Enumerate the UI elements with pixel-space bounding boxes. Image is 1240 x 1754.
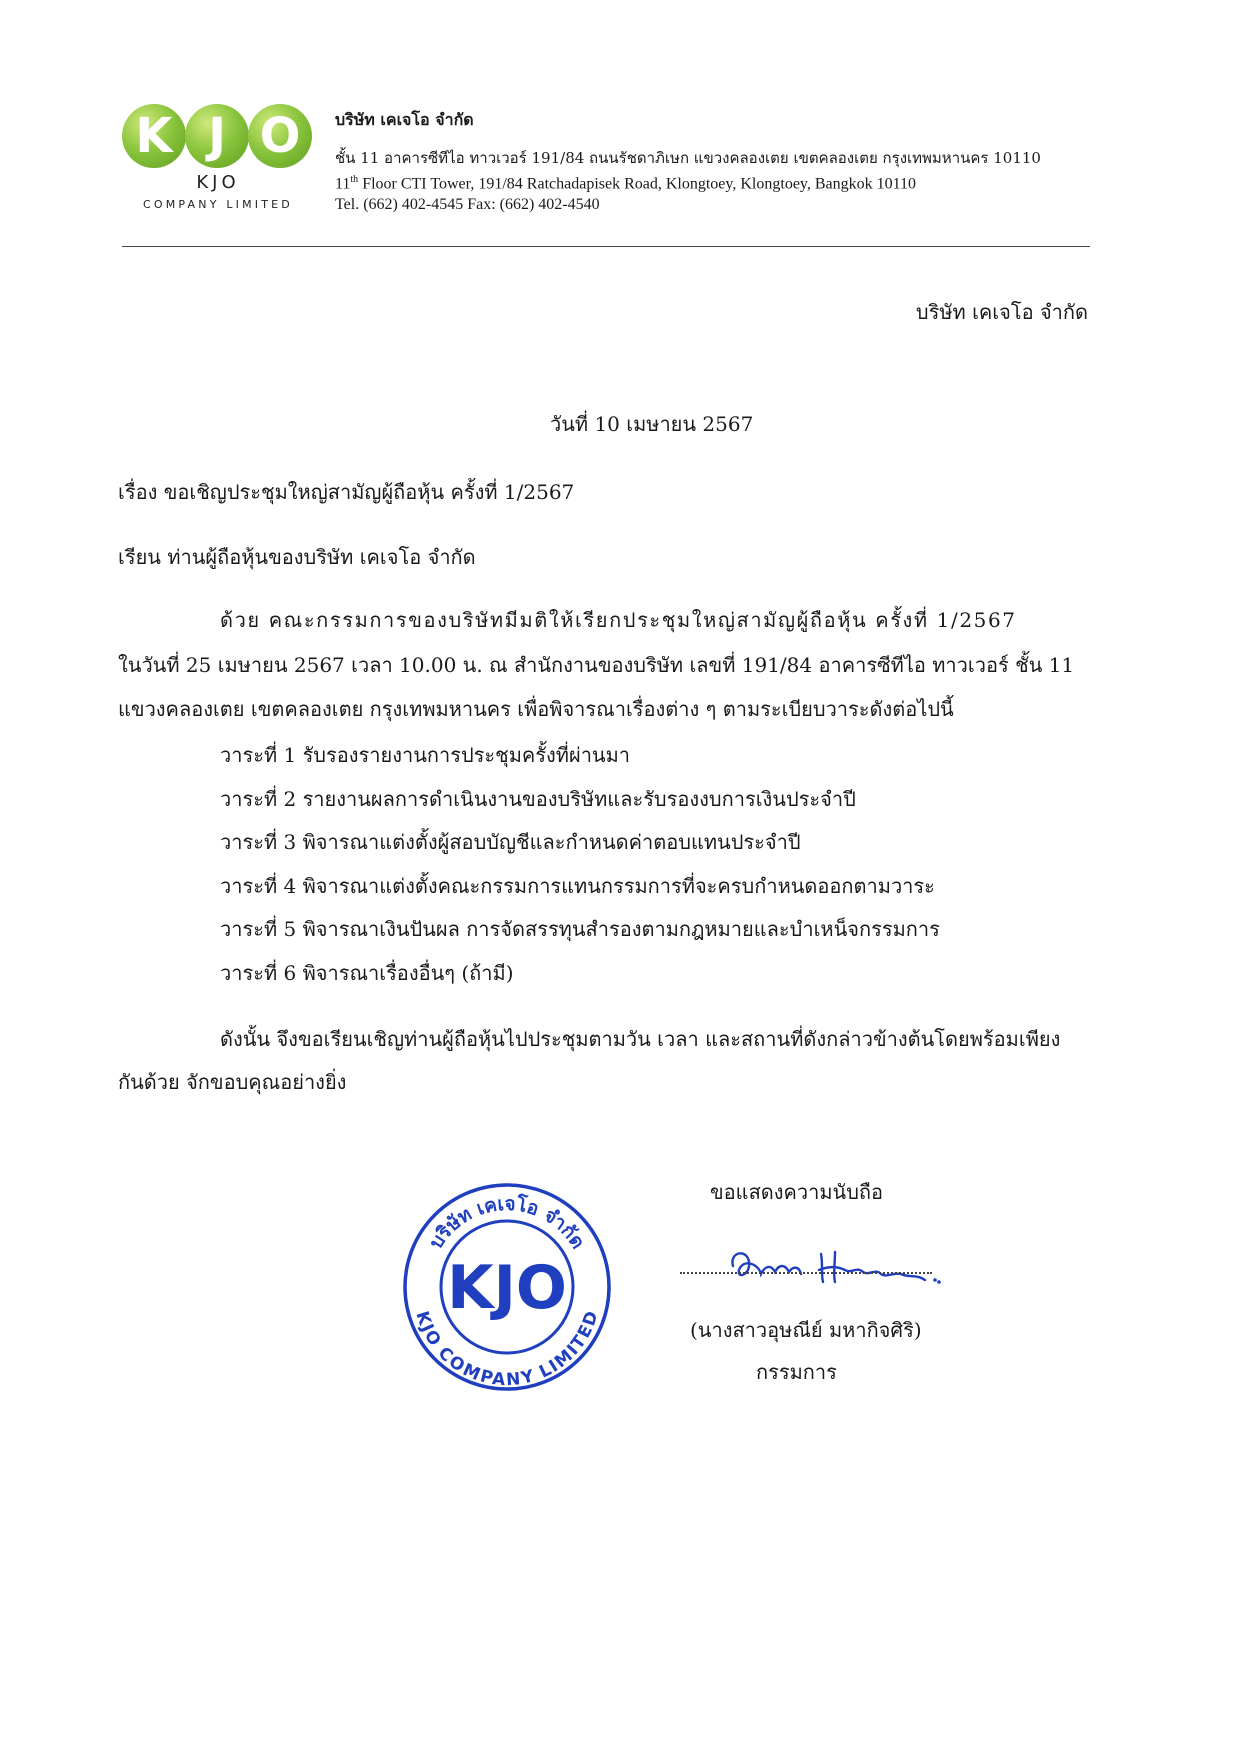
stamp-top-arc-text: บริษัท เคเจโอ จำกัด (424, 1192, 590, 1253)
company-logo (122, 104, 314, 212)
agenda-item: วาระที่ 5 พิจารณาเงินปันผล การจัดสรรทุนสำรองตามกฎหมายและบำเหน็จกรรมการ (220, 917, 940, 941)
body-close-line: กันด้วย จักขอบคุณอย่างยิ่ง (118, 1070, 347, 1094)
letter-closing: ขอแสดงความนับถือ (710, 1180, 884, 1204)
stamp-bottom-arc-text: KJO COMPANY LIMITED (411, 1308, 603, 1391)
letterhead-address-english (335, 174, 916, 193)
agenda-item: วาระที่ 3 พิจารณาแต่งตั้งผู้สอบบัญชีและกำหนดค่าตอบแทนประจำปี (220, 830, 801, 854)
body-close-line: ดังนั้น จึงขอเรียนเชิญท่านผู้ถือหุ้นไปประชุมตามวัน เวลา และสถานที่ดังกล่าวข้างต้นโดยพร้อมเพียง (220, 1027, 1061, 1051)
body-intro-line: ในวันที่ 25 เมษายน 2567 เวลา 10.00 น. ณ สำนักงานของบริษัท เลขที่ 191/84 อาคารซีทีไอ ทาวเวอร์ ชั้น 11 (118, 653, 1075, 677)
handwritten-signature (725, 1244, 945, 1290)
letter-date: วันที่ 10 เมษายน 2567 (550, 412, 754, 436)
logo-letter-k: K (122, 104, 186, 168)
signature-line (680, 1272, 932, 1274)
body-intro-line: แขวงคลองเตย เขตคลองเตย กรุงเทพมหานคร เพื่อพิจารณาเรื่องต่าง ๆ ตามระเบียบวาระดังต่อไปนี้ (118, 697, 954, 721)
stamp-center-text: KJO (447, 1253, 567, 1323)
logo-name: KJO (196, 172, 240, 193)
logo-letter-o: O (248, 104, 312, 168)
floor-number: 11 (335, 175, 351, 193)
signer-role: กรรมการ (756, 1360, 837, 1384)
company-stamp (400, 1180, 614, 1394)
agenda-item: วาระที่ 2 รายงานผลการดำเนินงานของบริษัทและรับรองงบการเงินประจำปี (220, 787, 856, 811)
logo-letter-j: J (185, 104, 249, 168)
recipient-company: บริษัท เคเจโอ จำกัด (915, 300, 1088, 324)
floor-suffix: th (350, 174, 359, 185)
letterhead-divider (122, 246, 1090, 247)
agenda-item: วาระที่ 1 รับรองรายงานการประชุมครั้งที่ผ่านมา (220, 743, 631, 767)
signer-name: (นางสาวอุษณีย์ มหากิจศิริ) (690, 1318, 922, 1342)
address-english-text: Floor CTI Tower, 191/84 Ratchadapisek Road, Klongtoey, Klongtoey, Bangkok 10110 (358, 175, 917, 193)
body-intro-line: ด้วย คณะกรรมการของบริษัทมีมติให้เรียกประชุมใหญ่สามัญผู้ถือหุ้น ครั้งที่ 1/2567 (220, 608, 1017, 632)
logo-circles (122, 104, 314, 174)
agenda-item: วาระที่ 4 พิจารณาแต่งตั้งคณะกรรมการแทนกรรมการที่จะครบกำหนดออกตามวาระ (220, 874, 935, 898)
agenda-item: วาระที่ 6 พิจารณาเรื่องอื่นๆ (ถ้ามี) (220, 961, 514, 985)
letterhead-contact: Tel. (662) 402-4545 Fax: (662) 402-4540 (335, 196, 600, 213)
letterhead-address-thai: ชั้น 11 อาคารซีทีไอ ทาวเวอร์ 191/84 ถนนรัชดาภิเษก แขวงคลองเตย เขตคลองเตย กรุงเทพมหานคร 10110 (335, 149, 1041, 167)
letter-salutation: เรียน ท่านผู้ถือหุ้นของบริษัท เคเจโอ จำกัด (118, 545, 476, 569)
logo-subtitle: COMPANY LIMITED (143, 198, 293, 211)
letterhead-company-name: บริษัท เคเจโอ จำกัด (335, 110, 474, 129)
letter-subject: เรื่อง ขอเชิญประชุมใหญ่สามัญผู้ถือหุ้น ครั้งที่ 1/2567 (118, 480, 575, 504)
